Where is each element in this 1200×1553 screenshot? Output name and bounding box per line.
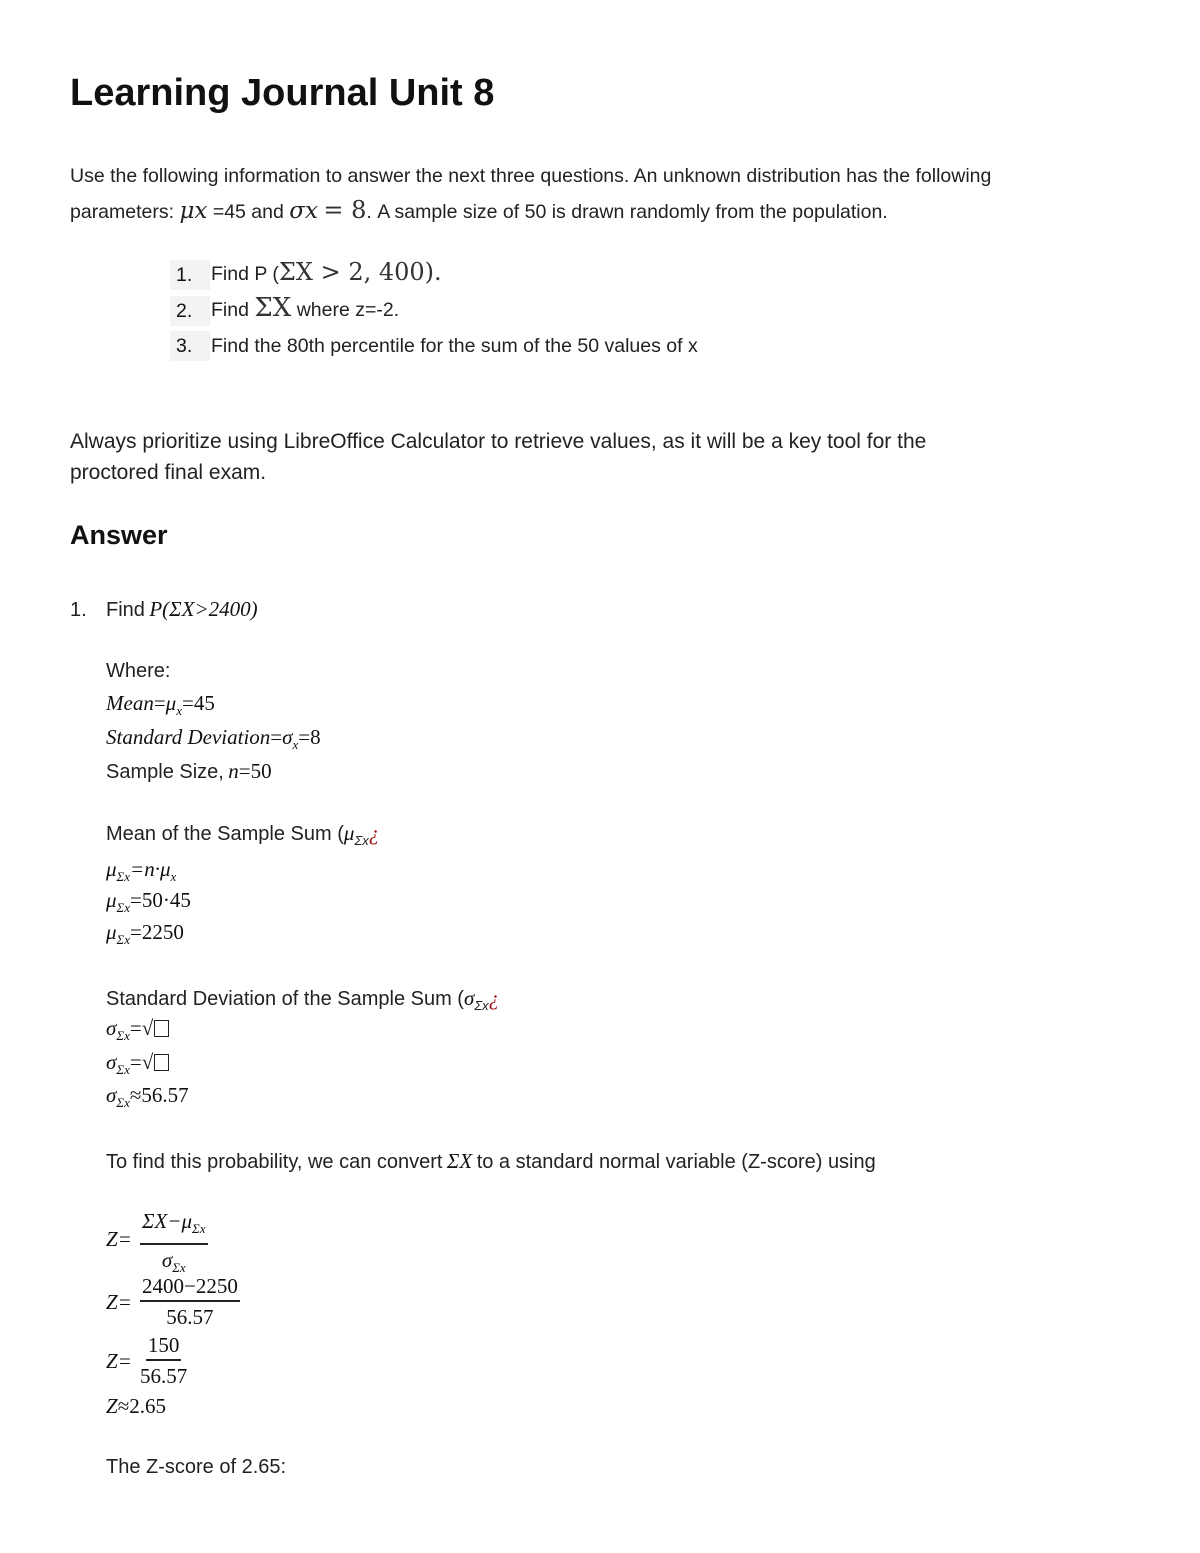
mean-sum-heading-text: Mean of the Sample Sum ( [106,823,344,845]
sd-sum-heading: Standard Deviation of the Sample Sum ($\sigma_{\Sigma x}¿$ [106,986,500,1013]
intro-mid-text: =45 and [212,201,284,223]
answer-item-text: Find [106,599,145,621]
question-2-text: Find [211,299,249,321]
z-intro-math: ΣX [446,1149,473,1173]
mean-sum-result: =2250 [130,920,184,944]
sample-line: Sample Size, n=50 [106,759,272,783]
sigma-equals-8: = 8 [323,196,367,224]
where-label: Where: [106,660,171,682]
mean-sum-line-3: $\mu_{\Sigma x}=2250$ [106,920,184,947]
z-symbol: Z= [106,1290,132,1314]
mean-sum-line-2: $\mu_{\Sigma x}=50\cdot 45$ [106,888,191,915]
inverted-question-glyph: ¿ [488,986,500,1010]
question-1-text: Find P ( [211,263,279,285]
sd-sum-result: ≈56.57 [129,1083,189,1107]
z-fraction-general-numerator: ΣX−μ [142,1209,193,1233]
z-intro-text: To find this probability, we can convert [106,1151,443,1173]
mean-line: $Mean=\mu_x=45$ [106,691,215,718]
answer-item-math: P(ΣX>2400) [149,597,258,621]
sd-sum-heading-text: Standard Deviation of the Sample Sum ( [106,988,464,1010]
question-1-math: ΣX > 2, 400). [278,258,442,286]
sd-label: Standard Deviation [106,725,271,749]
sample-value: =50 [238,759,272,783]
question-1-number: 1. [176,264,193,286]
z-final-text: The Z-score of 2.65: [106,1456,287,1478]
intro-line-1: Use the following information to answer the next three questions. An unknown distribution has the following [70,165,992,187]
z-result: ≈2.65 [117,1394,166,1418]
answer-item-number: 1. [70,599,87,621]
intro-parameters-label: parameters: [70,201,175,223]
z-fraction-general-denominator: σ [161,1248,173,1272]
z-intro [106,1149,876,1174]
question-2-number: 2. [176,300,193,322]
z-fraction-simplified-numerator: 150 [146,1333,182,1361]
z-fraction-simplified-denominator: 56.57 [140,1364,188,1388]
note-line-1: Always prioritize using LibreOffice Calculator to retrieve values, as it will be a key tool for the [70,430,927,453]
answer-heading: Answer [70,520,168,550]
question-1 [211,258,442,286]
z-symbol: Z= [106,1227,132,1251]
missing-glyph-box [154,1054,169,1071]
question-2-math: ΣX [254,293,292,323]
page-title: Learning Journal Unit 8 [70,72,495,114]
missing-glyph-box [154,1020,169,1037]
question-3-text: Find the 80th percentile for the sum of the 50 values of x [211,335,698,357]
intro-line-2-suffix: . A sample size of 50 is drawn randomly from the population. [366,201,888,223]
z-symbol: Z= [106,1349,132,1373]
question-3-number: 3. [176,335,193,357]
sample-label: Sample Size, [106,761,224,783]
sd-line: Standard $Deviation=\sigma_x=8$ [106,725,321,752]
intro-line-2 [70,196,888,224]
sd-sum-line-2: $\sigma_{\Sigma x}=√$ [106,1050,169,1078]
inverted-question-glyph: ¿ [368,821,380,845]
mean-value: =45 [182,691,215,715]
sd-value: =8 [298,725,321,749]
z-fraction-substituted-numerator: 2400−2250 [140,1274,240,1302]
note-line-2: proctored final exam. [70,461,267,484]
question-2-tail: where z=-2. [296,299,400,321]
sigma-x-symbol: σ𝑥 [289,198,318,224]
mean-sum-line-1: $\mu_{\Sigma x}=n\cdot\mu_x$ [106,857,177,884]
mean-sum-heading: Mean of the Sample Sum ($\mu_{\Sigma x}¿$ [106,821,380,848]
z-fraction-simplified [140,1333,187,1389]
sd-sum-line-3: $\sigma_{\Sigma x}\approx 56.57$ [106,1083,189,1110]
z-result-line: Z≈2.65 [106,1394,166,1418]
z-fraction-substituted-denominator: 56.57 [166,1305,214,1329]
z-intro-tail: to a standard normal variable (Z-score) using [476,1151,876,1173]
sd-sum-line-1: $\sigma_{\Sigma x}=√$ [106,1016,169,1044]
mean-label: Mean [106,691,154,715]
z-fraction-substituted [140,1274,240,1330]
mean-sum-formula: =n·μ [130,857,171,881]
z-fraction-general: $\Sigma X-\mu_{\Sigma x}$ $\sigma_{\Sigma x}$ [142,1209,206,1275]
mu-x-symbol: μ𝑥 [179,198,208,224]
mean-sum-substitution: =50·45 [130,888,191,912]
question-2 [211,293,399,323]
answer-item-1 [106,597,258,622]
